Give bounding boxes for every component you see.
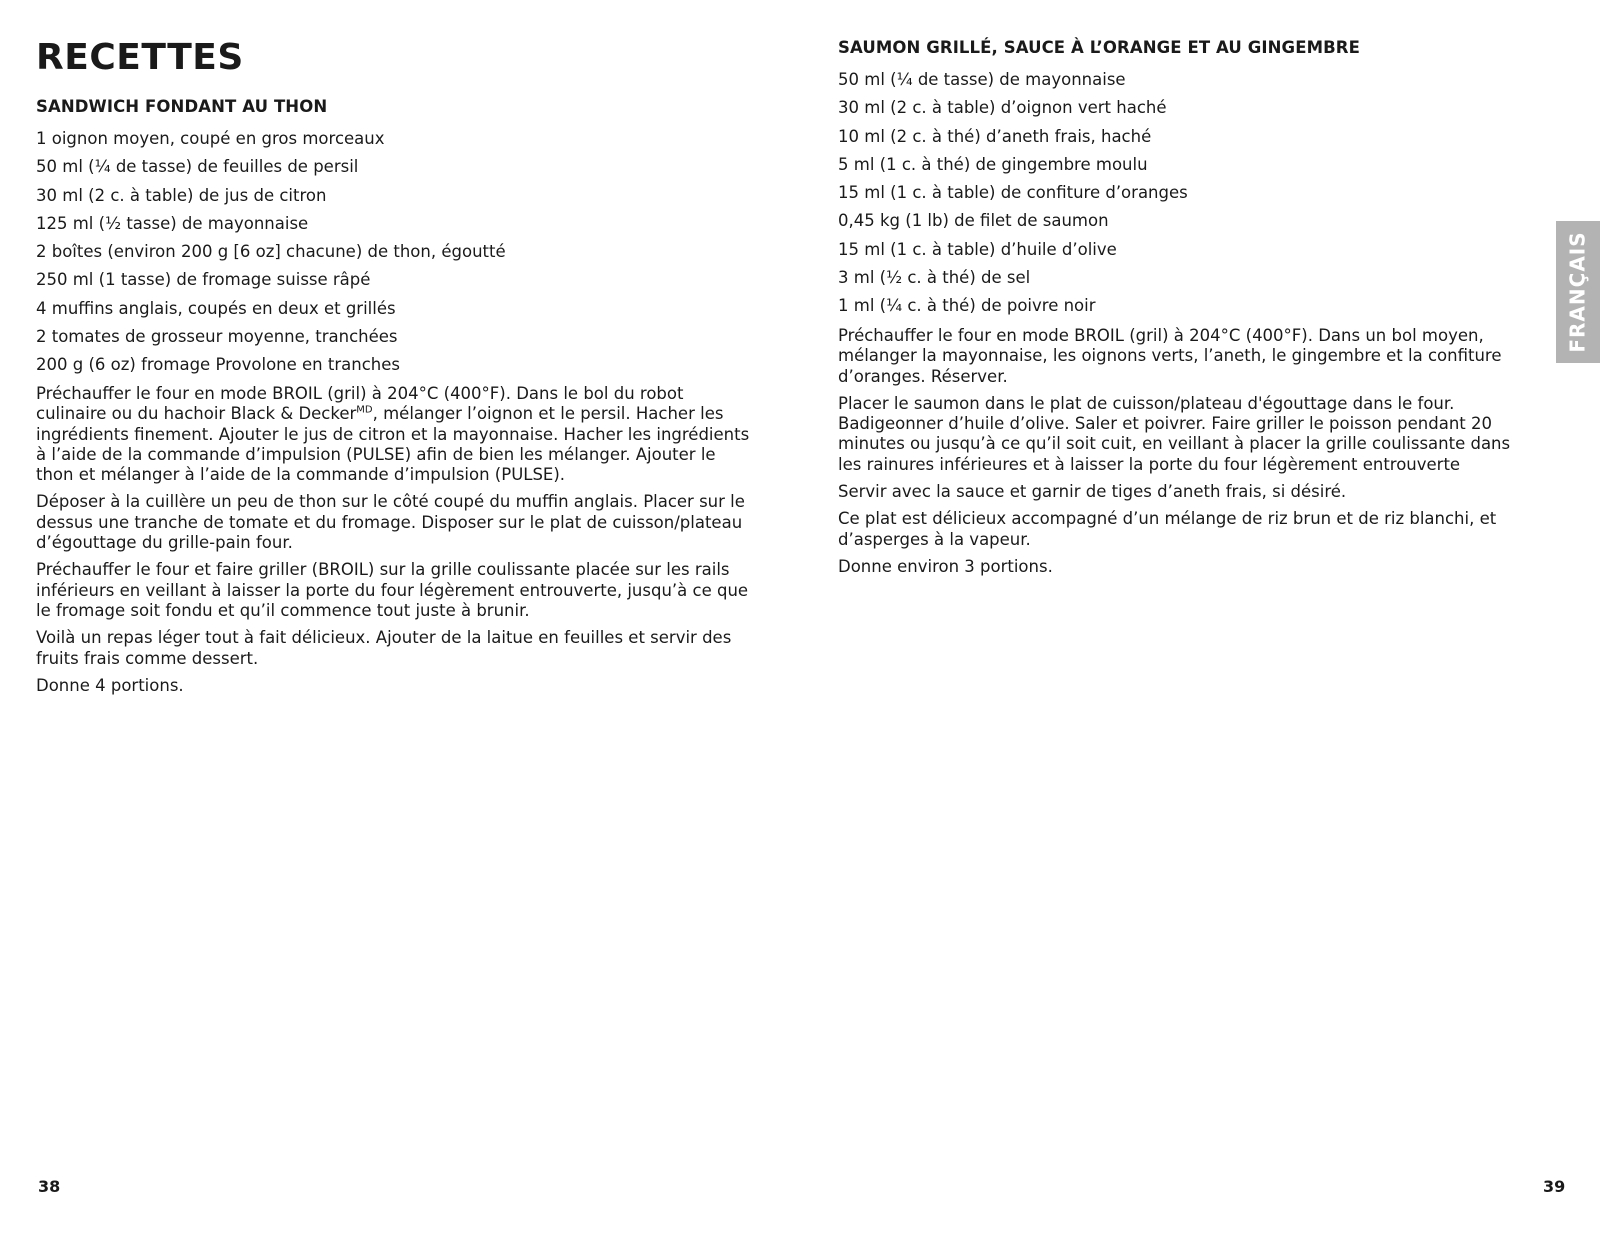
- ingredient-item: 2 tomates de grosseur moyenne, tranchées: [36, 327, 398, 347]
- ingredient-item: 3 ml (½ c. à thé) de sel: [838, 268, 1031, 288]
- ingredient-item: 1 oignon moyen, coupé en gros morceaux: [36, 129, 385, 148]
- instruction-step: [36, 384, 758, 485]
- ingredient-item: 250 ml (1 tasse) de fromage suisse râpé: [36, 270, 371, 290]
- page-number-left: 38: [38, 1177, 61, 1196]
- instructions-salmon: [838, 326, 1522, 584]
- instruction-step: Préchauffer le four en mode BROIL (gril) à 204°C (400°F). Dans un bol moyen, mélanger la mayonnaise, les oignons verts, l’aneth, le gingembre et la confiture d’oranges. Réserver.: [838, 326, 1502, 386]
- ingredient-item: 50 ml (¼ de tasse) de mayonnaise: [838, 70, 1126, 89]
- ingredient-item: 15 ml (1 c. à table) d’huile d’olive: [838, 239, 1117, 259]
- ingredient-item: 0,45 kg (1 lb) de filet de saumon: [838, 211, 1109, 231]
- instruction-step: Placer le saumon dans le plat de cuisson/plateau d'égouttage dans le four. Badigeonner d’huile d’olive. Saler et poivrer. Faire griller le poisson pendant 20 minutes ou jusqu’à ce qu’il soit cuit, en veillant à placer la grille coulissante dans les rainures inférieures et à laisser la porte du four légèrement entrouverte: [838, 393, 1511, 474]
- recipe-title-tuna: SANDWICH FONDANT AU THON: [36, 97, 328, 116]
- instruction-step: Ce plat est délicieux accompagné d’un mélange de riz brun et de riz blanchi, et d’asperges à la vapeur.: [838, 509, 1497, 549]
- ingredient-item: 4 muffins anglais, coupés en deux et grillés: [36, 298, 396, 318]
- instruction-text: , mélanger l’oignon et le persil. Hacher les ingrédients finement. Ajouter le jus de citron et la mayonnaise. Hacher les ingrédients à l’aide de la commande d’impulsion (PULSE) afin de bien les mélanger. Ajouter le thon et mélanger à l’aide de la commande d’impulsion (PULSE).: [36, 404, 750, 485]
- instruction-step: Préchauffer le four et faire griller (BROIL) sur la grille coulissante placée sur les rails inférieurs en veillant à laisser la porte du four légèrement entrouverte, jusqu’à ce que le fromage soit fondu et qu’il commence tout juste à brunir.: [36, 560, 749, 620]
- trademark-mark: MD: [356, 404, 373, 416]
- ingredient-item: 50 ml (¼ de tasse) de feuilles de persil: [36, 157, 359, 177]
- instruction-step: Voilà un repas léger tout à fait délicieux. Ajouter de la laitue en feuilles et servir des fruits frais comme dessert.: [36, 628, 732, 668]
- ingredient-item: 1 ml (¼ c. à thé) de poivre noir: [838, 296, 1096, 316]
- ingredient-item: 2 boîtes (environ 200 g [6 oz] chacune) de thon, égoutté: [36, 242, 506, 262]
- recipe-yield: Donne environ 3 portions.: [838, 556, 1053, 576]
- instruction-step: Déposer à la cuillère un peu de thon sur le côté coupé du muffin anglais. Placer sur le dessus une tranche de tomate et du fromage. Disposer sur le plat de cuisson/plateau d’égouttage du grille-pain four.: [36, 492, 745, 553]
- language-tab: [1556, 221, 1600, 363]
- ingredient-item: 5 ml (1 c. à thé) de gingembre moulu: [838, 154, 1148, 174]
- page-number-right: 39: [1543, 1177, 1566, 1196]
- page-title: RECETTES: [36, 37, 244, 78]
- instruction-text: Préchauffer le four en mode BROIL (gril) à 204°C (400°F). Dans le bol du robot culinaire ou du hachoir Black & Decker: [36, 384, 684, 424]
- instructions-tuna: [36, 384, 758, 703]
- ingredient-item: 30 ml (2 c. à table) d’oignon vert haché: [838, 98, 1167, 118]
- instruction-step: Servir avec la sauce et garnir de tiges d’aneth frais, si désiré.: [838, 482, 1347, 502]
- language-tab-label: FRANÇAIS: [1566, 231, 1590, 353]
- ingredient-list-tuna: [36, 129, 506, 384]
- ingredient-list-salmon: [838, 70, 1188, 325]
- ingredient-item: 200 g (6 oz) fromage Provolone en tranches: [36, 355, 400, 375]
- recipe-yield: Donne 4 portions.: [36, 675, 184, 695]
- ingredient-item: 15 ml (1 c. à table) de confiture d’oranges: [838, 183, 1188, 203]
- recipe-title-salmon: SAUMON GRILLÉ, SAUCE À L’ORANGE ET AU GINGEMBRE: [838, 38, 1360, 57]
- ingredient-item: 10 ml (2 c. à thé) d’aneth frais, haché: [838, 126, 1152, 146]
- ingredient-item: 30 ml (2 c. à table) de jus de citron: [36, 185, 327, 205]
- ingredient-item: 125 ml (½ tasse) de mayonnaise: [36, 213, 309, 233]
